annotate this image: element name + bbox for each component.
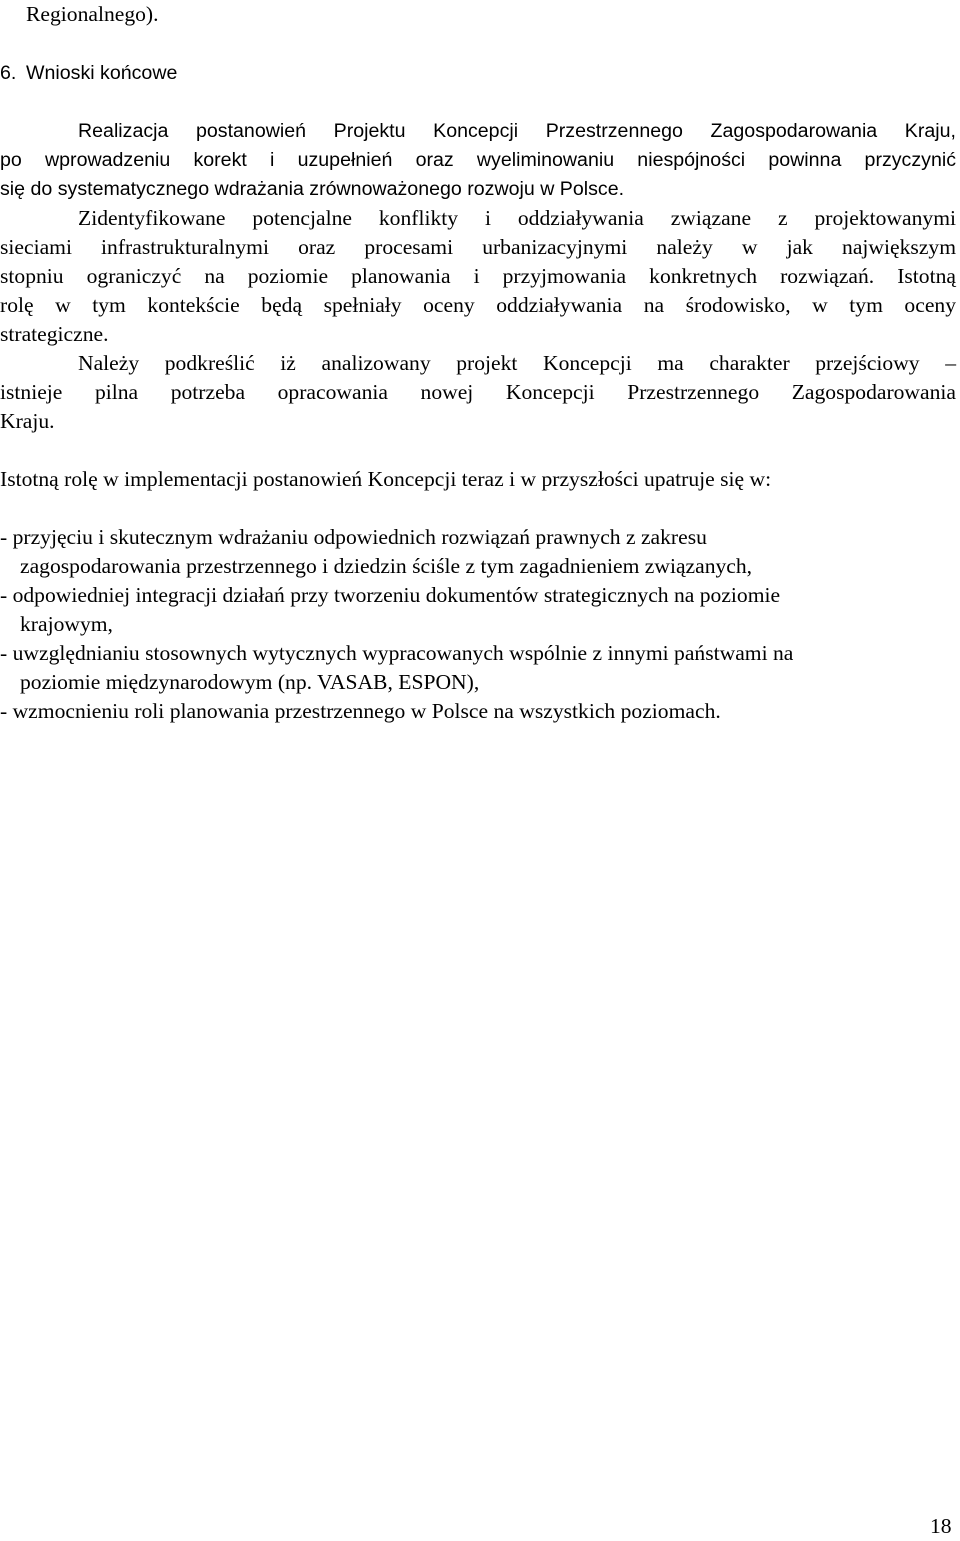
list-item-continuation: krajowym, xyxy=(20,612,113,636)
paragraph-line: stopniu ograniczyć na poziomie planowania i przyjmowania konkretnych rozwiązań. Istotną xyxy=(0,264,956,288)
list-item: - wzmocnieniu roli planowania przestrzennego w Polsce na wszystkich poziomach. xyxy=(0,699,721,723)
fragment-text: Regionalnego). xyxy=(26,2,159,26)
paragraph-line: Zidentyfikowane potencjalne konflikty i oddziaływania związane z projektowanymi xyxy=(78,206,956,230)
list-item: - przyjęciu i skutecznym wdrażaniu odpowiednich rozwiązań prawnych z zakresu xyxy=(0,525,707,549)
paragraph-line: się do systematycznego wdrażania zrównoważonego rozwoju w Polsce. xyxy=(0,178,625,200)
section-number: 6. xyxy=(0,62,17,84)
paragraph-line: Należy podkreślić iż analizowany projekt Koncepcji ma charakter przejściowy – xyxy=(78,351,956,375)
paragraph-line: Kraju. xyxy=(0,409,55,433)
list-item: - uwzględnianiu stosownych wytycznych wypracowanych wspólnie z innymi państwami na xyxy=(0,641,794,665)
section-heading xyxy=(0,59,177,88)
list-item-continuation: zagospodarowania przestrzennego i dziedzin ściśle z tym zagadnieniem związanych, xyxy=(20,554,753,578)
page-number: 18 xyxy=(930,1514,952,1538)
paragraph-line: Realizacja postanowień Projektu Koncepcji Przestrzennego Zagospodarowania Kraju, xyxy=(78,120,956,142)
paragraph-line: sieciami infrastrukturalnymi oraz procesami urbanizacyjnymi należy w jak największym xyxy=(0,235,956,259)
section-title: Wnioski końcowe xyxy=(26,62,178,84)
paragraph-line: istnieje pilna potrzeba opracowania nowej Koncepcji Przestrzennego Zagospodarowania xyxy=(0,380,956,404)
paragraph-line: po wprowadzeniu korekt i uzupełnień oraz wyeliminowaniu niespójności powinna przyczynić xyxy=(0,149,956,171)
paragraph-line: strategiczne. xyxy=(0,322,109,346)
paragraph-line: rolę w tym kontekście będą spełniały oceny oddziaływania na środowisko, w tym oceny xyxy=(0,293,956,317)
list-intro: Istotną rolę w implementacji postanowień Koncepcji teraz i w przyszłości upatruje się w: xyxy=(0,467,772,491)
list-item-continuation: poziomie międzynarodowym (np. VASAB, ESPON), xyxy=(20,670,480,694)
list-item: - odpowiedniej integracji działań przy tworzeniu dokumentów strategicznych na poziomie xyxy=(0,583,781,607)
